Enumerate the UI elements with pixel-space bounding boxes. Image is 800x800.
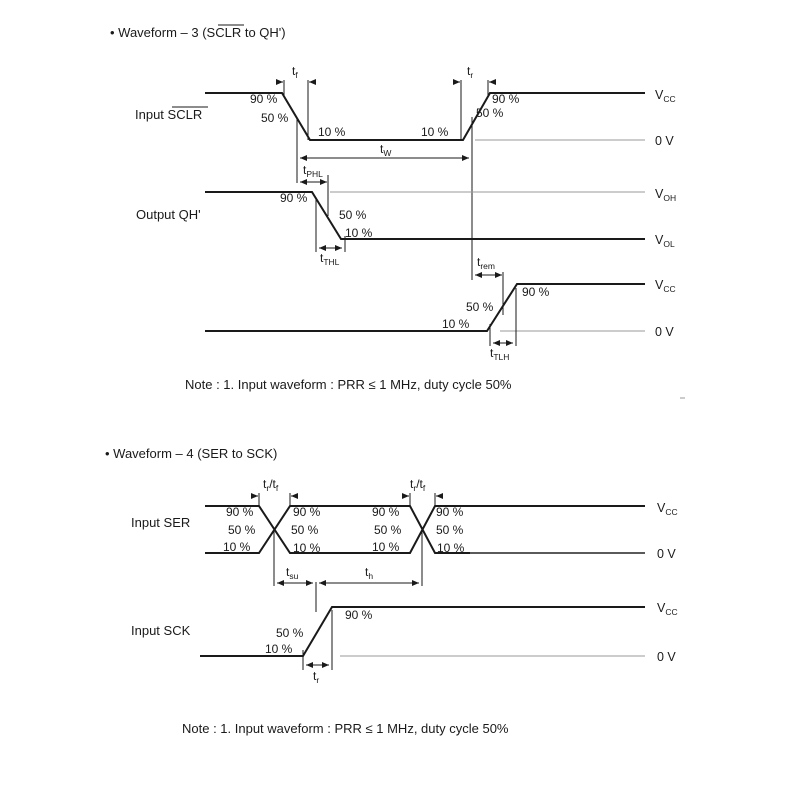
waveform-3-title: • Waveform – 3 (SCLR to QH') [110, 25, 286, 40]
ser-90-a: 90 % [226, 505, 254, 519]
zero-v-label: 0 V [655, 134, 674, 148]
zero-v-label-2: 0 V [655, 325, 674, 339]
ser-50-d: 50 % [436, 523, 464, 537]
pct-10: 10 % [318, 125, 346, 139]
waveform-3-note: Note : 1. Input waveform : PRR ≤ 1 MHz, duty cycle 50% [185, 377, 512, 392]
sck-90: 90 % [345, 608, 373, 622]
vcc-label: $V_{CC}$ [655, 88, 676, 104]
trtf-right-label: $t_r/t_f$ [410, 477, 426, 493]
sck-50: 50 % [276, 626, 304, 640]
sclr-overbar-text: SCLR [206, 25, 242, 40]
vcc-label-2: $V_{CC}$ [655, 278, 676, 294]
waveform-4-note: Note : 1. Input waveform : PRR ≤ 1 MHz, duty cycle 50% [182, 721, 509, 736]
zero-v-ser: 0 V [657, 547, 676, 561]
ser-90-b: 90 % [293, 505, 321, 519]
sck-10: 10 % [265, 642, 293, 656]
sck-tr-label: $t_r$ [313, 669, 320, 685]
pct-90-qh: 90 % [280, 191, 308, 205]
pct-90: 90 % [250, 92, 278, 106]
ser-50-a: 50 % [228, 523, 256, 537]
pct-50-out: 50 % [466, 300, 494, 314]
voh-label: $V_{OH}$ [655, 187, 677, 203]
waveform-4 [105, 446, 678, 736]
rising-waveform [205, 284, 645, 331]
input-sclr-label: Input SCLR [135, 107, 203, 122]
pct-10-b: 10 % [421, 125, 449, 139]
trtf-left-label: $t_r/t_f$ [263, 477, 279, 493]
output-rising-trace [205, 255, 676, 362]
input-ser-label: Input SER [131, 515, 191, 530]
vcc-label-ser: $V_{CC}$ [657, 501, 678, 517]
ser-50-b: 50 % [291, 523, 319, 537]
pct-90-out: 90 % [522, 285, 550, 299]
vcc-label-sck: $V_{CC}$ [657, 601, 678, 617]
pct-50-b: 50 % [476, 106, 504, 120]
ser-waveform-a [205, 506, 645, 553]
pct-10-out: 10 % [442, 317, 470, 331]
input-ser-trace [131, 477, 678, 612]
ser-waveform-b [205, 506, 645, 553]
vol-label: $V_{OL}$ [655, 233, 675, 249]
tw-label: $t_W$ [380, 142, 392, 158]
tsu-label: $t_{su}$ [286, 565, 299, 581]
input-sclr-trace [135, 64, 676, 280]
waveform-3 [110, 25, 685, 398]
tf-label: $t_f$ [292, 64, 298, 80]
pct-50: 50 % [261, 111, 289, 125]
waveform-4-title: • Waveform – 4 (SER to SCK) [105, 446, 278, 461]
output-qh-trace [136, 163, 676, 267]
input-sck-label: Input SCK [131, 623, 191, 638]
ser-10-c: 10 % [372, 540, 400, 554]
ser-10-b: 10 % [293, 541, 321, 555]
tthl-label: $t_{THL}$ [320, 251, 340, 267]
th-label: $t_h$ [365, 565, 374, 581]
ser-90-d: 90 % [436, 505, 464, 519]
ser-10-d: 10 % [437, 541, 465, 555]
zero-v-sck: 0 V [657, 650, 676, 664]
tphl-label: $t_{PHL}$ [303, 163, 323, 179]
tr-label: $t_r$ [467, 64, 474, 80]
input-sck-trace [131, 601, 678, 685]
ser-90-c: 90 % [372, 505, 400, 519]
pct-10-qh: 10 % [345, 226, 373, 240]
ser-10-a: 10 % [223, 540, 251, 554]
ser-50-c: 50 % [374, 523, 402, 537]
pct-50-qh: 50 % [339, 208, 367, 222]
ttlh-label: $t_{TLH}$ [490, 346, 510, 362]
qh-waveform [205, 192, 645, 239]
trem-label: $t_{rem}$ [477, 255, 495, 271]
output-qh-label: Output QH' [136, 207, 201, 222]
pct-90-b: 90 % [492, 92, 520, 106]
